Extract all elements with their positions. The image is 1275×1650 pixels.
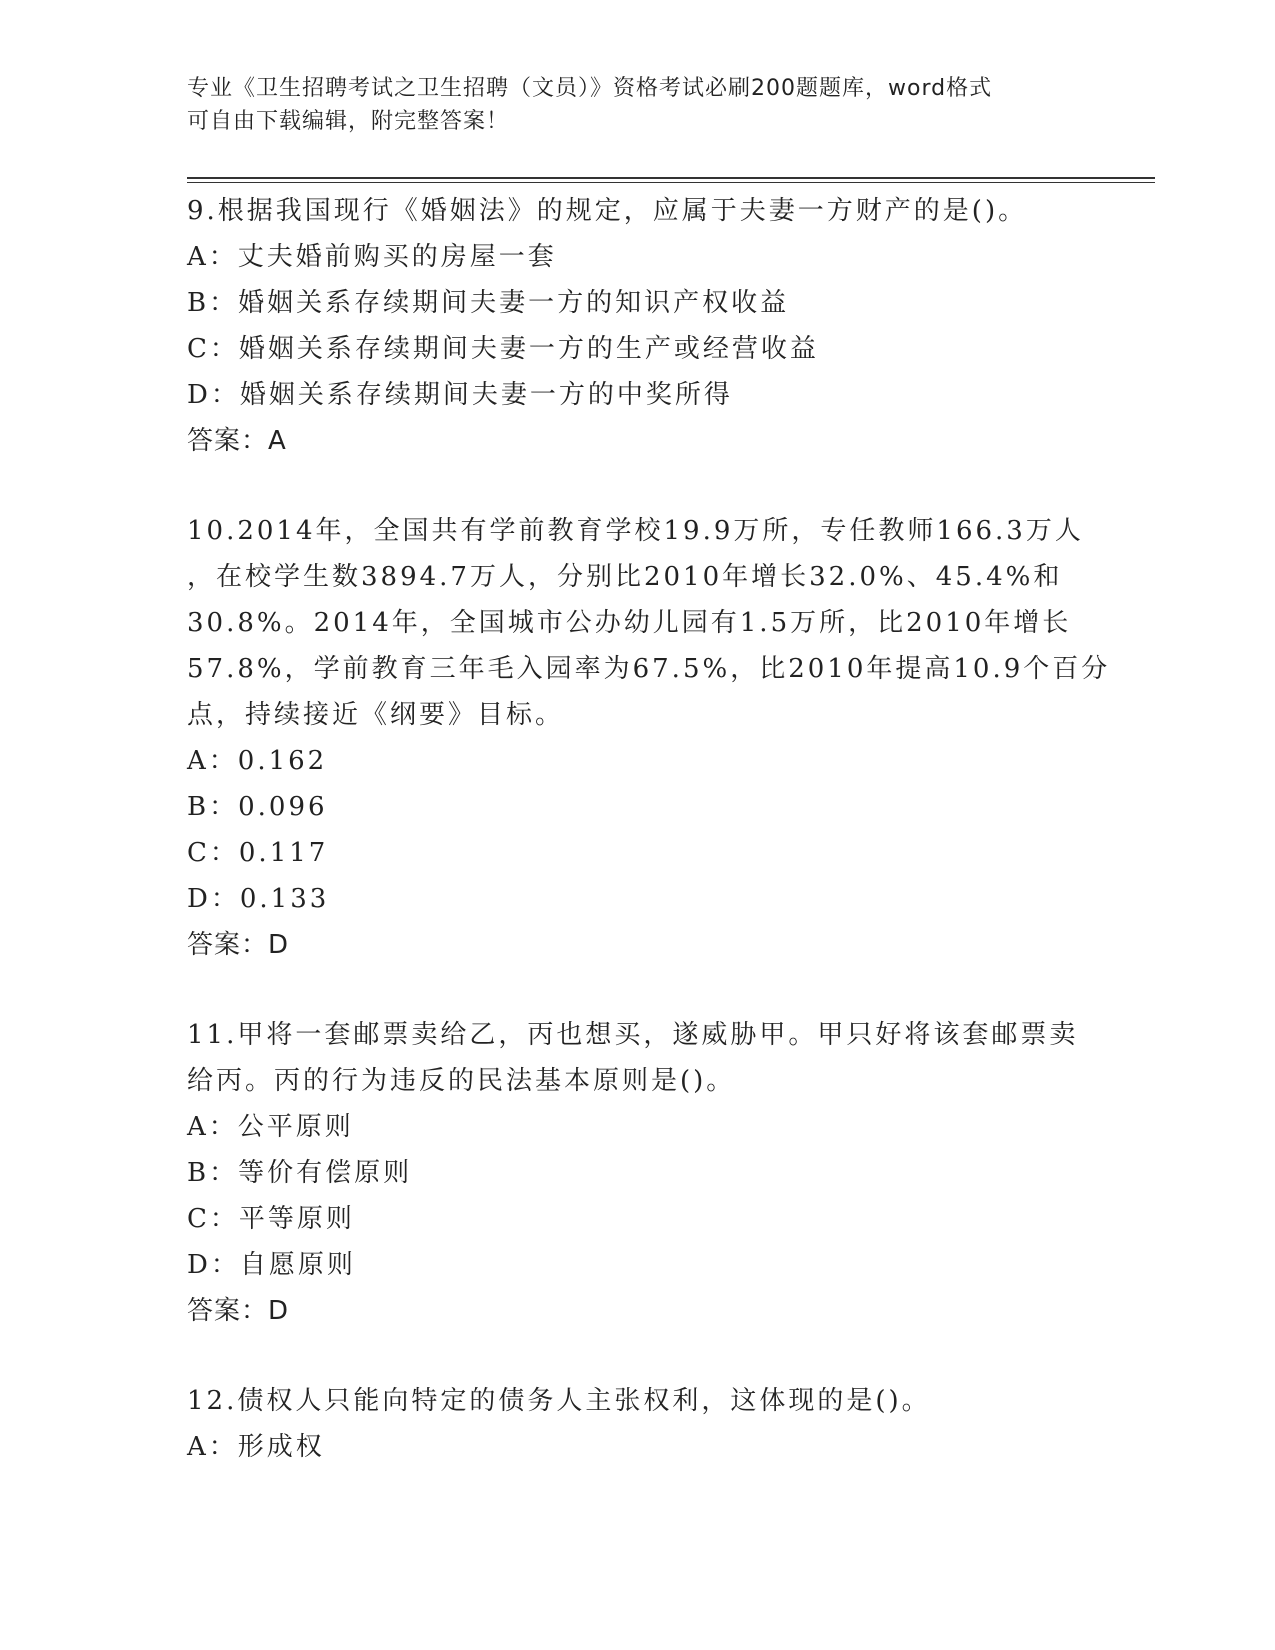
question-text: 11.甲将一套邮票卖给乙，丙也想买，遂威胁甲。甲只好将该套邮票卖 <box>187 1020 1079 1050</box>
question-block-11 <box>187 1012 1087 1334</box>
question-text: 57.8%，学前教育三年毛入园率为67.5%，比2010年提高10.9个百分 <box>187 654 1111 684</box>
question-text: 30.8%。2014年，全国城市公办幼儿园有1.5万所，比2010年增长 <box>187 608 1072 638</box>
question-text: 给丙。丙的行为违反的民法基本原则是()。 <box>187 1066 736 1096</box>
option-d: D：自愿原则 <box>187 1250 356 1280</box>
question-block-12 <box>187 1378 1087 1470</box>
spacer <box>187 1334 1087 1378</box>
option-b: B：等价有偿原则 <box>187 1158 413 1188</box>
option-a: A：公平原则 <box>187 1112 354 1142</box>
option-d: D：0.133 <box>187 884 330 914</box>
option-a: A：0.162 <box>187 746 328 776</box>
header-divider-thin <box>187 182 1155 183</box>
header-line-2: 可自由下载编辑，附完整答案！ <box>187 109 510 134</box>
question-text: 9.根据我国现行《婚姻法》的规定，应属于夫妻一方财产的是()。 <box>187 196 1028 226</box>
answer-line: 答案：D <box>187 1296 290 1326</box>
option-c: C：婚姻关系存续期间夫妻一方的生产或经营收益 <box>187 334 819 364</box>
option-d: D：婚姻关系存续期间夫妻一方的中奖所得 <box>187 380 733 410</box>
question-block-10 <box>187 508 1111 968</box>
answer-line: 答案：A <box>187 426 287 456</box>
option-b: B：婚姻关系存续期间夫妻一方的知识产权收益 <box>187 288 790 318</box>
spacer <box>187 464 1087 508</box>
question-text: 12.债权人只能向特定的债务人主张权利，这体现的是()。 <box>187 1386 931 1416</box>
option-a: A：形成权 <box>187 1432 325 1462</box>
question-text: ，在校学生数3894.7万人，分别比2010年增长32.0%、45.4%和 <box>187 562 1063 592</box>
spacer <box>187 968 1087 1012</box>
option-c: C：0.117 <box>187 838 329 868</box>
document-header <box>187 72 1067 138</box>
question-list <box>187 188 1111 1470</box>
option-c: C：平等原则 <box>187 1204 355 1234</box>
header-divider-thick <box>187 177 1155 179</box>
option-b: B：0.096 <box>187 792 328 822</box>
question-text: 10.2014年，全国共有学前教育学校19.9万所，专任教师166.3万人 <box>187 516 1084 546</box>
question-text: 点，持续接近《纲要》目标。 <box>187 700 565 730</box>
question-block-9 <box>187 188 1087 464</box>
header-line-1: 专业《卫生招聘考试之卫生招聘（文员）》资格考试必刷200题题库，word格式 <box>187 76 993 101</box>
option-a: A：丈夫婚前购买的房屋一套 <box>187 242 557 272</box>
answer-line: 答案：D <box>187 930 290 960</box>
